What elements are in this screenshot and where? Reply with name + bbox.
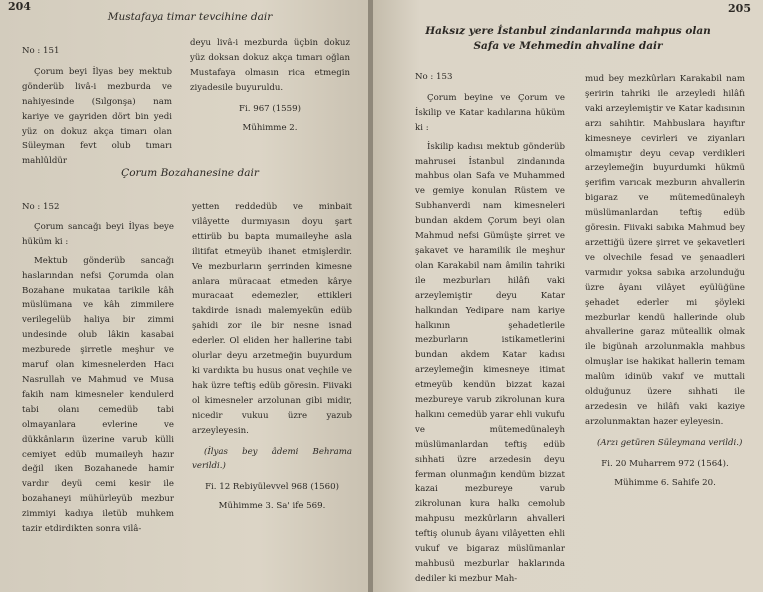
text-column	[190, 36, 350, 135]
section-title	[403, 24, 733, 54]
entry-number: No : 153	[415, 72, 453, 82]
text-column	[22, 44, 172, 169]
addressee: Çorum beyine ve Çorum ve İskilip ve Katar kadılarına hüküm ki :	[415, 92, 565, 133]
title-line: Haksız yere İstanbul zindanlarında mahpus olan	[425, 25, 711, 37]
paragraph: deyu livâ-i mezburda üçbin dokuz yüz doksan dokuz akça tımarı oğlan Mustafaya olmasın rica etmegin ziyadesile buyuruldu.	[190, 38, 350, 93]
date-reference: Fi. 967 (1559)	[239, 103, 301, 114]
entry-number: No : 151	[22, 46, 60, 56]
section-title: Çorum Bozahanesine dair	[121, 167, 259, 179]
source-reference: Mühimme 2.	[242, 122, 298, 133]
page-number: 204	[8, 0, 31, 13]
page-number: 205	[728, 2, 751, 15]
source-reference: Mühimme 3. Sa' ife 569.	[218, 501, 326, 512]
paragraph: Mektub gönderüb sancağı haslarından nefsi Çorumda olan Bozahane mukataa tarikile kâh müslümana ve kâh zimmilere verilegelüb haliya bir zimmi undesinde olub lâkin kasabai mezburede şirretle meşhur ve maruf olan kimesnelerden Hacı Nasrullah ve Mahmud ve Musa fakih nam kimesneler kendulerd tabi olanı cemedüb tabi olmayanlara evlerine ve dükkânların üzerine varub külli cemiyet edüb mumaileyh hazır değil iken Bozahanede hamir vardır deyü cemi kesir ile bozahaneyi mühürleyüb mezbur zimmiyi kadıya iletüb muhkem tazir etdirdikten sonra vilâ-	[22, 255, 174, 535]
entry-number: No : 152	[22, 202, 60, 212]
text-column	[22, 200, 174, 537]
text-column	[585, 72, 745, 490]
date-reference: Fi. 20 Muharrem 972 (1564).	[601, 458, 729, 469]
date-reference: Fi. 12 Rebiyülevvel 968 (1560)	[205, 482, 339, 493]
text-column	[192, 200, 352, 514]
paragraph: mud bey mezkûrları Karakabil nam şeririn tahriki ile arzeyledi hilâfı vaki arzeylemiştir ve Katar kadısının arzı sahihtir. Mahbuslara hayıftır kimesneye cevirleri ve ziyanları olmamıştır deyu cevap verdikleri arzeylemeğin buyurdumki hükmü şerifim varıcak mezburın ahvallerin bigaraz ve mütemedünaleyh müslümanlardan teftiş edüb göresin. Fiivaki sabıka Mahmud bey arzettiğü üzere şirret ve şekavetleri ve olvechile fesad ve şenaadleri varmıdır yoksa sabıka arzolunduğu üzre âyanı vilâyet eyülüğüne şehadet ederler mi şöyleki mezburlar kendü hallerinde olub ahvallerine garaz müteallik olmak ile bigünah arzolunmakla mahbus olmuşlar ise hakikat hallerin temam malûm idinüb vakıf ve muttali olduğunuz üzere sıhhati ile arzedesin ve hilâfı vaki kaziye arzolunmaktan hazer eyleyesin.	[585, 74, 745, 427]
right-page	[373, 0, 763, 592]
signature-note: (Arzı getüren Süleymana verildi.)	[597, 437, 743, 448]
text-column	[415, 70, 565, 587]
paragraph: Çorum beyi İlyas bey mektub gönderüb livâ-i mezburda ve nahiyesinde (Sılgonşa) nam kariye ve gayriden dört bin yedi yüz on dokuz akça timarı olan Süleyman fevt olub tımarı mahlûldür	[22, 66, 172, 167]
paragraph: yetten reddedüb ve minbait vilâyette durmıyasın doyu şart ettirüb bu bapta mumaileyhe asla ilitifat etmeyüb ihanet etmişlerdir. Ve mezburların şerrinden kimesne anlara müracaat etmeden kârye muracaat edemezler, ettikleri takdirde isnadı malemyekün edüb şahidi zor ile bir nesne isnad ederler. Ol eliden her hallerine tabi olurlar deyu arzetmeğin buyurdum ki vardıkta bu husus onat veçhile ve hak üzre teftiş edüb göresin. Fiivaki ol kimesneler arzolunan gibi midir, nicedir vukuu üzre yazub arzeyleyesin.	[192, 202, 352, 436]
left-page	[0, 0, 370, 592]
signature-note: (İlyas bey âdemi Behrama verildi.)	[192, 446, 352, 472]
source-reference: Mühimme 6. Sahife 20.	[614, 477, 716, 488]
section-title: Mustafaya timar tevcihine dair	[107, 11, 273, 23]
title-line: Safa ve Mehmedin ahvaline dair	[473, 40, 663, 52]
paragraph: İskilip kadısı mektub gönderüb mahrusei İstanbul zindanında mahbus olan Safa ve Muhammed ve gemiye konulan Rüstem ve Subhanverdi nam kimesneleri bundan akdem Çorum beyi olan Mahmud nefsi Gümüşte şirret ve şakavet ve haramilik ile meşhur olan Karakabil nam âmilin tahriki ile mezburları hilâfı vaki arzeylemiştir deyu Katar halkından Yedipare nam kariye halkının şehadetlerile mezburların istikametlerini bundan akdem Katar kadısı arzeylemeğin kimesneye itimat etmeyüb kendün bizzat kazai mezbureye varub zikrolunan kura halkını cemedüb yarar ehli vukufu ve mütemedünaleyh müslümanlardan teftiş edüb sıhhati üzre arzedesin deyu ferman olunmağın kendüm bizzat kazai mezbureye varub zikrolunan kura halkı cemolub mahpusu mezkûrların ahvalleri teftiş olunub âyanı vilâyetten ehli vukuf ve bigaraz müslümanlar mahbusü mezburlar haklarında dediler ki mezbur Mah-	[415, 141, 565, 584]
addressee: Çorum sancağı beyi İlyas beye hüküm ki :	[22, 221, 174, 247]
